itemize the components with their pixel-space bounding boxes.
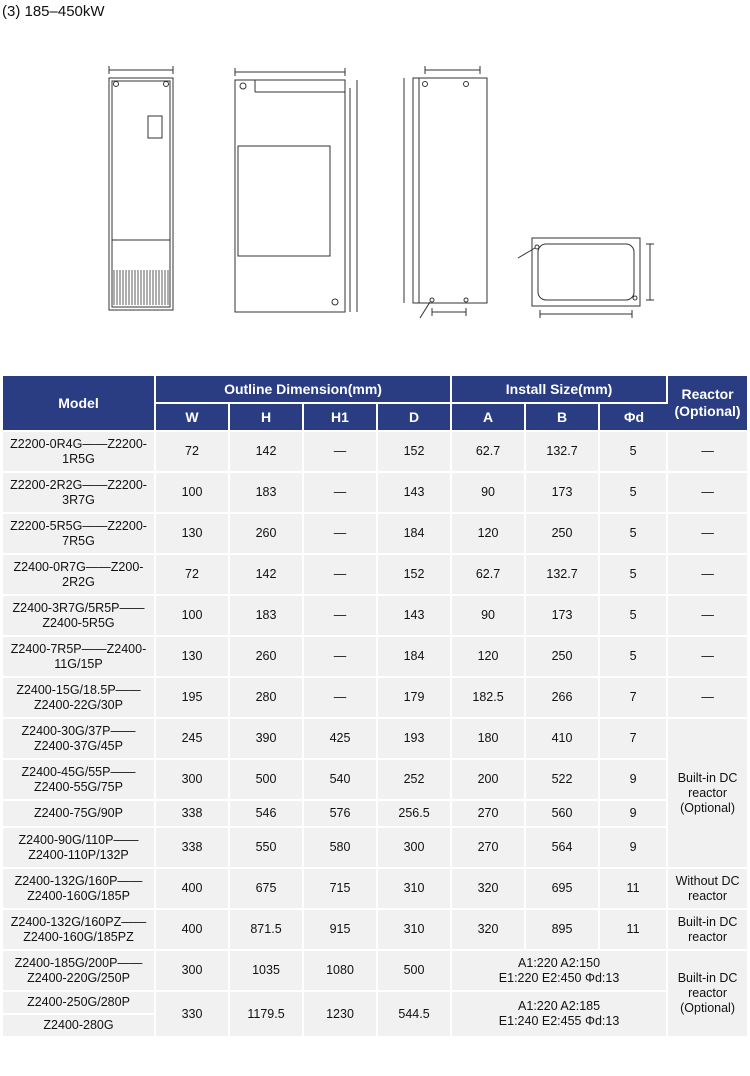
cell-b: 410 [526, 719, 600, 760]
cell-b: 173 [526, 596, 600, 637]
cell-model: Z2400-132G/160PZ—— Z2400-160G/185PZ [3, 910, 156, 951]
cell-model: Z2400-90G/110P—— Z2400-110P/132P [3, 828, 156, 869]
table-row [3, 596, 747, 637]
cell-b: 173 [526, 473, 600, 514]
table-row [3, 719, 747, 760]
cell-d: 252 [378, 760, 452, 801]
cell-h1: 1080 [304, 951, 378, 992]
table-row [3, 951, 747, 992]
cell-d: 179 [378, 678, 452, 719]
header-h1: H1 [304, 404, 378, 432]
cell-model: Z2400-3R7G/5R5P—— Z2400-5R5G [3, 596, 156, 637]
cell-phi-d: 5 [600, 473, 668, 514]
cell-phi-d: 5 [600, 514, 668, 555]
back-view [404, 66, 487, 318]
cell-a: 270 [452, 828, 526, 869]
cell-reactor: Without DC reactor [668, 869, 747, 910]
cell-h: 142 [230, 432, 304, 473]
cell-reactor: — [668, 678, 747, 719]
cell-w: 245 [156, 719, 230, 760]
cell-b: 564 [526, 828, 600, 869]
cell-w: 300 [156, 760, 230, 801]
header-install-size: Install Size(mm) [452, 376, 668, 404]
cell-a: 180 [452, 719, 526, 760]
cell-reactor: — [668, 637, 747, 678]
cell-phi-d: 5 [600, 596, 668, 637]
cell-d: 152 [378, 432, 452, 473]
cell-w: 338 [156, 801, 230, 828]
cell-d: 143 [378, 596, 452, 637]
cell-a: 120 [452, 637, 526, 678]
cell-d: 500 [378, 951, 452, 992]
cell-h: 500 [230, 760, 304, 801]
cell-phi-d: 5 [600, 637, 668, 678]
cell-b: 266 [526, 678, 600, 719]
cell-h: 280 [230, 678, 304, 719]
cell-h: 871.5 [230, 910, 304, 951]
cell-w: 100 [156, 596, 230, 637]
cell-h: 183 [230, 473, 304, 514]
cell-a: 320 [452, 869, 526, 910]
cell-b: 132.7 [526, 555, 600, 596]
cell-phi-d: 9 [600, 760, 668, 801]
cell-w: 130 [156, 514, 230, 555]
cell-reactor: Built-in DC reactor [668, 910, 747, 951]
table-row [3, 869, 747, 910]
cell-h: 183 [230, 596, 304, 637]
cell-phi-d: 9 [600, 828, 668, 869]
table-row [3, 555, 747, 596]
table-row [3, 678, 747, 719]
header-model: Model [3, 376, 156, 432]
cell-b: 522 [526, 760, 600, 801]
cell-w: 338 [156, 828, 230, 869]
cell-phi-d: 7 [600, 678, 668, 719]
cell-phi-d: 5 [600, 555, 668, 596]
cell-model: Z2400-75G/90P [3, 801, 156, 828]
cell-h: 390 [230, 719, 304, 760]
header-b: B [526, 404, 600, 432]
cell-h: 546 [230, 801, 304, 828]
cell-reactor: — [668, 596, 747, 637]
cell-d: 544.5 [378, 992, 452, 1038]
cell-model: Z2400-0R7G——Z200- 2R2G [3, 555, 156, 596]
table-row [3, 473, 747, 514]
cell-h: 142 [230, 555, 304, 596]
cell-h1: 580 [304, 828, 378, 869]
cell-model: Z2400-280G [3, 1015, 156, 1038]
cell-w: 72 [156, 432, 230, 473]
cell-b: 560 [526, 801, 600, 828]
cell-w: 400 [156, 910, 230, 951]
header-reactor: Reactor (Optional) [668, 376, 747, 432]
cell-w: 195 [156, 678, 230, 719]
cell-phi-d: 5 [600, 432, 668, 473]
cell-model: Z2400-30G/37P—— Z2400-37G/45P [3, 719, 156, 760]
table-row [3, 760, 747, 801]
cell-model: Z2400-15G/18.5P—— Z2400-22G/30P [3, 678, 156, 719]
cell-d: 310 [378, 910, 452, 951]
cell-h: 550 [230, 828, 304, 869]
cell-h: 1035 [230, 951, 304, 992]
cell-d: 184 [378, 514, 452, 555]
front-view [109, 66, 173, 310]
table-row [3, 432, 747, 473]
cell-a: 182.5 [452, 678, 526, 719]
cell-d: 152 [378, 555, 452, 596]
cell-d: 256.5 [378, 801, 452, 828]
header-outline-dimension: Outline Dimension(mm) [156, 376, 452, 404]
cell-h: 260 [230, 514, 304, 555]
cell-model: Z2400-7R5P——Z2400- 11G/15P [3, 637, 156, 678]
cell-h1: 540 [304, 760, 378, 801]
header-w: W [156, 404, 230, 432]
cell-reactor-group: Built-in DC reactor (Optional) [668, 951, 747, 1038]
cell-a: 90 [452, 596, 526, 637]
cell-h: 1179.5 [230, 992, 304, 1038]
cell-a: 62.7 [452, 555, 526, 596]
cell-reactor: — [668, 514, 747, 555]
cell-model: Z2400-185G/200P—— Z2400-220G/250P [3, 951, 156, 992]
cell-model: Z2400-250G/280P [3, 992, 156, 1015]
cell-install-merged: A1:220 A2:185 E1:240 E2:455 Φd:13 [452, 992, 668, 1038]
cell-a: 90 [452, 473, 526, 514]
cell-model: Z2400-45G/55P—— Z2400-55G/75P [3, 760, 156, 801]
cell-d: 143 [378, 473, 452, 514]
cell-h1: 915 [304, 910, 378, 951]
cell-model: Z2200-2R2G——Z2200- 3R7G [3, 473, 156, 514]
bottom-view [518, 238, 654, 318]
cell-w: 400 [156, 869, 230, 910]
cell-b: 132.7 [526, 432, 600, 473]
cell-phi-d: 11 [600, 869, 668, 910]
cell-a: 200 [452, 760, 526, 801]
cell-h1: — [304, 596, 378, 637]
cell-b: 250 [526, 637, 600, 678]
cell-reactor: — [668, 473, 747, 514]
cell-w: 130 [156, 637, 230, 678]
cell-h1: 425 [304, 719, 378, 760]
cell-w: 100 [156, 473, 230, 514]
header-a: A [452, 404, 526, 432]
cell-h1: 715 [304, 869, 378, 910]
table-row [3, 910, 747, 951]
header-d: D [378, 404, 452, 432]
table-row [3, 992, 747, 1015]
cell-phi-d: 9 [600, 801, 668, 828]
cell-model: Z2400-132G/160P—— Z2400-160G/185P [3, 869, 156, 910]
cell-d: 310 [378, 869, 452, 910]
spec-table [3, 376, 747, 1038]
cell-h1: 1230 [304, 992, 378, 1038]
cell-h: 675 [230, 869, 304, 910]
cell-install-merged: A1:220 A2:150 E1:220 E2:450 Φd:13 [452, 951, 668, 992]
cell-reactor: — [668, 432, 747, 473]
cell-h1: — [304, 473, 378, 514]
cell-d: 300 [378, 828, 452, 869]
cell-a: 270 [452, 801, 526, 828]
cell-h1: — [304, 514, 378, 555]
cell-reactor-group: Built-in DC reactor (Optional) [668, 719, 747, 869]
cell-h1: — [304, 432, 378, 473]
outline-drawing [0, 0, 750, 370]
cell-phi-d: 7 [600, 719, 668, 760]
cell-h1: — [304, 678, 378, 719]
cell-d: 184 [378, 637, 452, 678]
cell-reactor: — [668, 555, 747, 596]
cell-w: 300 [156, 951, 230, 992]
table-row [3, 801, 747, 828]
cell-w: 330 [156, 992, 230, 1038]
cell-h1: 576 [304, 801, 378, 828]
table-row [3, 514, 747, 555]
cell-a: 320 [452, 910, 526, 951]
cell-h1: — [304, 637, 378, 678]
cell-model: Z2200-0R4G——Z2200- 1R5G [3, 432, 156, 473]
side-view [235, 68, 357, 312]
table-row [3, 828, 747, 869]
cell-a: 62.7 [452, 432, 526, 473]
table-row [3, 637, 747, 678]
cell-b: 250 [526, 514, 600, 555]
header-h: H [230, 404, 304, 432]
cell-h: 260 [230, 637, 304, 678]
cell-model: Z2200-5R5G——Z2200- 7R5G [3, 514, 156, 555]
cell-d: 193 [378, 719, 452, 760]
cell-a: 120 [452, 514, 526, 555]
cell-phi-d: 11 [600, 910, 668, 951]
section-title: (3) 185–450kW [2, 3, 105, 20]
header-phi-d: Φd [600, 404, 668, 432]
cell-h1: — [304, 555, 378, 596]
cell-w: 72 [156, 555, 230, 596]
cell-b: 895 [526, 910, 600, 951]
cell-b: 695 [526, 869, 600, 910]
